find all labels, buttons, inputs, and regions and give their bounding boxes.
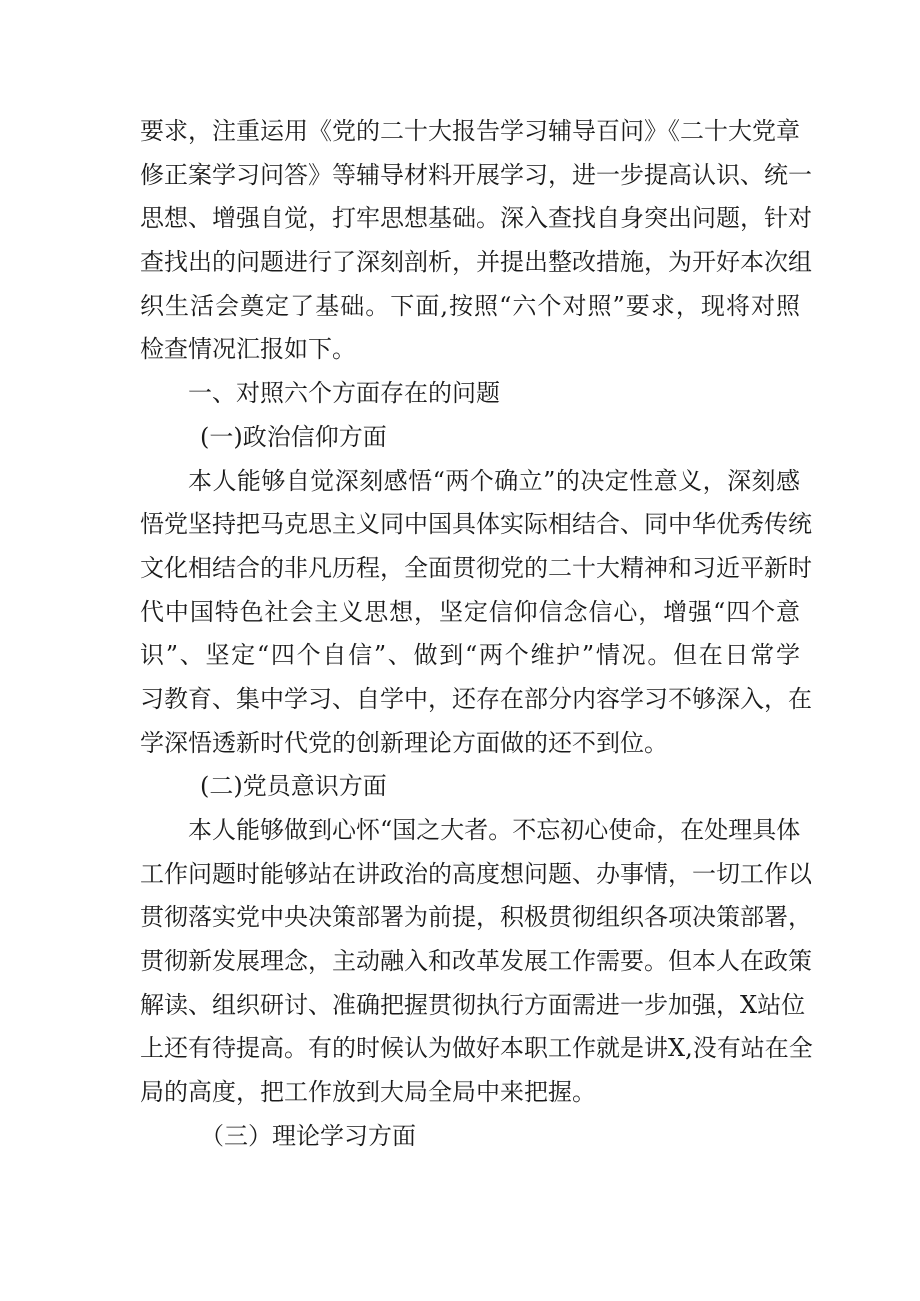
document-body xyxy=(140,110,813,1159)
paragraph-line: 局的高度，把工作放到大局全局中来把握。 xyxy=(140,1078,596,1107)
subsection-heading: (一)政治信仰方面 xyxy=(200,422,387,451)
paragraph-line: 修正案学习问答》等辅导材料开展学习，进一步提高认识、统一 xyxy=(140,160,812,189)
paragraph-line: 织生活会奠定了基础。下面,按照“六个对照”要求，现将对照 xyxy=(140,291,800,320)
paragraph-line: 本人能够自觉深刻感悟“两个确立”的决定性意义，深刻感 xyxy=(188,466,800,495)
paragraph-line: 思想、增强自觉，打牢思想基础。深入查找自身突出问题，针对 xyxy=(140,204,812,233)
paragraph-line: 上还有待提高。有的时候认为做好本职工作就是讲X,没有站在全 xyxy=(140,1034,813,1063)
paragraph-line: 查找出的问题进行了深刻剖析，并提出整改措施，为开好本次组 xyxy=(140,248,812,277)
paragraph-line: 解读、组织研讨、准确把握贯彻执行方面需进一步加强，X站位 xyxy=(140,990,806,1019)
paragraph-line: 代中国特色社会主义思想，坚定信仰信念信心，增强“四个意 xyxy=(140,597,800,626)
paragraph-line: 习教育、集中学习、自学中，还存在部分内容学习不够深入，在 xyxy=(140,684,812,713)
subsection-heading: (二)党员意识方面 xyxy=(200,772,387,801)
paragraph-line: 检查情况汇报如下。 xyxy=(140,335,356,364)
paragraph-line: 识”、坚定“四个自信”、做到“两个维护”情况。但在日常学 xyxy=(140,641,800,670)
paragraph-line: 要求，注重运用《党的二十大报告学习辅导百问》《二十大党章 xyxy=(140,117,800,145)
paragraph-line: 贯彻新发展理念，主动融入和改革发展工作需要。但本人在政策 xyxy=(140,947,812,976)
paragraph-line: 悟党坚持把马克思主义同中国具体实际相结合、同中华优秀传统 xyxy=(140,510,812,539)
paragraph-line: 学深悟透新时代党的创新理论方面做的还不到位。 xyxy=(140,728,668,757)
paragraph-line: 工作问题时能够站在讲政治的高度想问题、办事情，一切工作以 xyxy=(140,859,812,888)
paragraph-line: 贯彻落实党中央决策部署为前提，积极贯彻组织各项决策部署， xyxy=(140,903,812,932)
subsection-heading: （三）理论学习方面 xyxy=(200,1121,416,1150)
section-heading: 一、对照六个方面存在的问题 xyxy=(188,379,500,408)
paragraph-line: 文化相结合的非凡历程，全面贯彻党的二十大精神和习近平新时 xyxy=(140,553,812,582)
paragraph-line: 本人能够做到心怀“国之大者。不忘初心使命，在处理具体 xyxy=(188,816,801,844)
